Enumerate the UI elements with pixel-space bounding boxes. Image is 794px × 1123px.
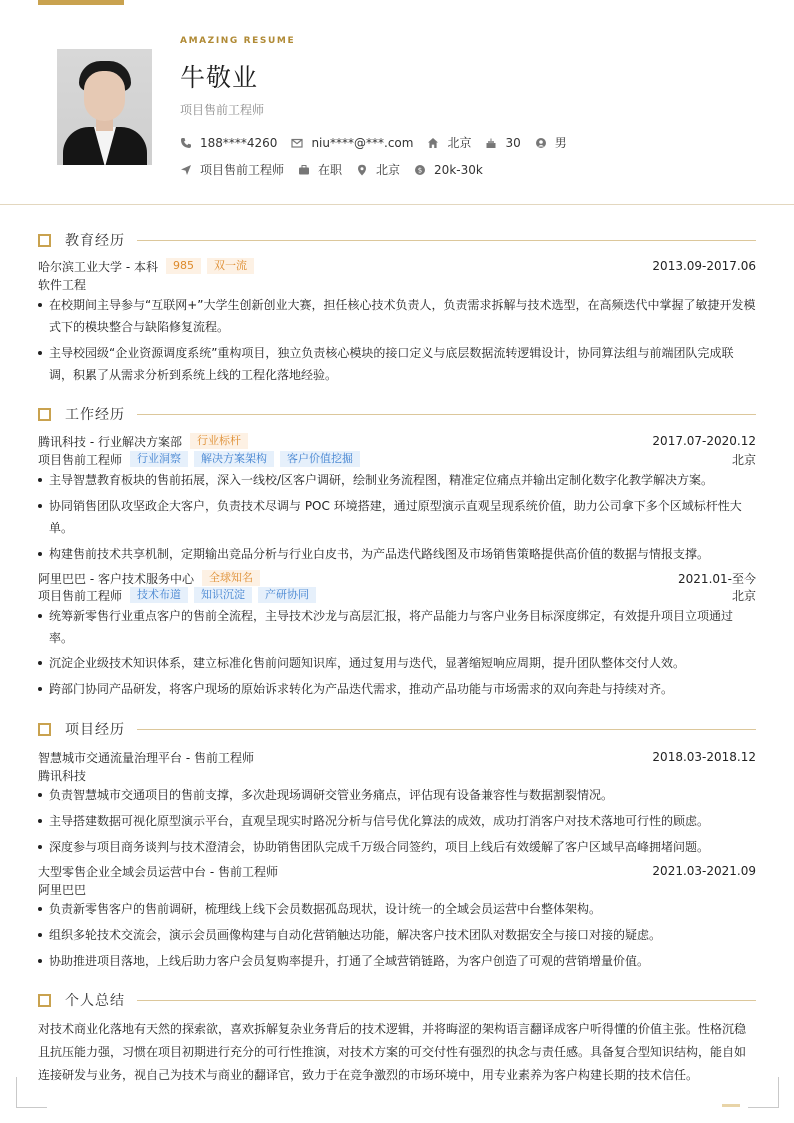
project-title: 大型零售企业全域会员运营中台 - 售前工程师 xyxy=(38,864,278,879)
section-divider xyxy=(137,240,756,241)
project-org-row xyxy=(38,766,756,784)
status-item xyxy=(298,161,342,178)
mail-icon xyxy=(291,137,303,149)
education-entry-header xyxy=(38,257,756,275)
skill-tag: 产研协同 xyxy=(258,587,316,603)
location-pin-icon xyxy=(356,164,368,176)
school-name: 哈尔滨工业大学 - 本科 xyxy=(38,259,158,274)
project-org: 阿里巴巴 xyxy=(38,882,87,897)
location-item xyxy=(427,134,471,151)
salary-item xyxy=(414,163,483,177)
school-badge: 985 xyxy=(166,258,201,274)
top-accent-bar xyxy=(38,0,124,5)
section-work-heading xyxy=(38,405,756,423)
work-bullet: 主导智慧教育板块的售前拓展，深入一线校/区客户调研，绘制业务流程图，精准定位痛点并输出定制化数字化教学解决方案。 xyxy=(38,469,756,491)
money-icon xyxy=(414,164,426,176)
section-marker-icon xyxy=(38,408,51,421)
send-icon xyxy=(180,164,192,176)
project-dates: 2021.03-2021.09 xyxy=(652,864,756,878)
work-city: 北京 xyxy=(731,452,756,467)
briefcase-icon xyxy=(298,164,310,176)
section-divider xyxy=(137,1000,756,1001)
major-name: 软件工程 xyxy=(38,277,87,292)
section-title: 个人总结 xyxy=(65,993,125,1009)
work-entry-header xyxy=(38,432,756,450)
section-title: 工作经历 xyxy=(65,407,125,423)
svg-text:$: $ xyxy=(417,166,423,175)
email-text: niu****@***.com xyxy=(311,135,414,150)
skill-tag: 客户价值挖掘 xyxy=(280,451,360,467)
work-bullet: 统筹新零售行业重点客户的售前全流程，主导技术沙龙与高层汇报，将产品能力与客户业务目标深度绑定，有效提升项目立项通过率。 xyxy=(38,605,756,649)
project-bullet: 深度参与项目商务谈判与技术澄清会，协助销售团队完成千万级合同签约，项目上线后有效缓解了客户区域早高峰拥堵问题。 xyxy=(38,836,756,858)
candidate-name: 牛敬业 xyxy=(180,63,259,92)
section-title: 项目经历 xyxy=(65,722,125,738)
education-bullet: 主导校园级“企业资源调度系统”重构项目，独立负责核心模块的接口定义与底层数据流转逻辑设计，协同算法组与前端团队完成联调，积累了从需求分析到系统上线的工程化落地经验。 xyxy=(38,342,756,386)
work-bullet: 跨部门协同产品研发，将客户现场的原始诉求转化为产品迭代需求，推动产品功能与市场需求的双向奔赴与持续对齐。 xyxy=(38,678,756,700)
company-badge: 行业标杆 xyxy=(190,433,248,449)
work-dates: 2021.01-至今 xyxy=(678,571,756,586)
corner-decoration xyxy=(16,1077,47,1108)
project-bullet: 主导搭建数据可视化原型演示平台，直观呈现实时路况分析与信号优化算法的成效，成功打消客户对技术落地可行性的顾虑。 xyxy=(38,810,756,832)
target-city-text: 北京 xyxy=(376,163,401,177)
project-bullet: 组织多轮技术交流会，演示会员画像构建与自动化营销触达功能，解决客户技术团队对数据安全与接口对接的疑虑。 xyxy=(38,924,756,946)
corner-decoration xyxy=(748,1077,779,1108)
work-city: 北京 xyxy=(731,588,756,603)
summary-text: 对技术商业化落地有天然的探索欲，喜欢拆解复杂业务背后的技术逻辑，并将晦涩的架构语言翻译成客户听得懂的价值主张。性格沉稳且抗压能力强，习惯在项目初期进行充分的可行性推演，对技术方案的可交付性有强烈的执念与责任感。具备复合型知识结构，能自如连接研发与业务，视自己为技术与商业的翻译官，致力于在竞争激烈的市场环境中，用专业素养为客户构建长期的技术信任。 xyxy=(38,1022,747,1082)
skill-tag: 知识沉淀 xyxy=(194,587,252,603)
education-bullet: 在校期间主导参与“互联网+”大学生创新创业大赛，担任核心技术负责人，负责需求拆解与技术选型，在高频迭代中掌握了敏捷开发模式下的模块整合与缺陷修复流程。 xyxy=(38,294,756,338)
work-bullet: 沉淀企业级技术知识体系，建立标准化售前问题知识库，通过复用与迭代，显著缩短响应周期，提升团队整体交付人效。 xyxy=(38,652,756,674)
section-education-heading xyxy=(38,231,756,249)
work-dates: 2017.07-2020.12 xyxy=(652,434,756,448)
email-item xyxy=(291,136,413,150)
project-org: 腾讯科技 xyxy=(38,768,87,783)
candidate-headline: 项目售前工程师 xyxy=(180,103,265,117)
target-role-item xyxy=(180,161,284,178)
gender-text: 男 xyxy=(554,136,567,150)
company-name: 阿里巴巴 - 客户技术服务中心 xyxy=(38,571,194,586)
contact-row xyxy=(180,134,581,151)
work-role-row xyxy=(38,586,756,604)
education-major-row xyxy=(38,275,756,293)
target-city-item xyxy=(356,161,400,178)
project-bullet: 负责新零售客户的售前调研，梳理线上线下会员数据孤岛现状，设计统一的全域会员运营中台整体架构。 xyxy=(38,898,756,920)
section-marker-icon xyxy=(38,723,51,736)
resume-tagline: AMAZING RESUME xyxy=(180,36,296,46)
section-marker-icon xyxy=(38,994,51,1007)
section-divider xyxy=(137,729,756,730)
page-mark xyxy=(722,1104,740,1107)
section-title: 教育经历 xyxy=(65,233,125,249)
work-bullet: 构建售前技术共享机制，定期输出竞品分析与行业白皮书，为产品迭代路线图及市场销售策略提供高价值的数据与情报支撑。 xyxy=(38,543,756,565)
section-marker-icon xyxy=(38,234,51,247)
age-item xyxy=(485,136,520,150)
phone-text: 188****4260 xyxy=(200,135,278,150)
status-text: 在职 xyxy=(318,163,343,177)
project-entry-header xyxy=(38,862,756,880)
home-icon xyxy=(427,137,439,149)
location-text: 北京 xyxy=(447,136,472,150)
project-bullet: 负责智慧城市交通项目的售前支撑，多次赴现场调研交管业务痛点，评估现有设备兼容性与数据割裂情况。 xyxy=(38,784,756,806)
phone-item xyxy=(180,136,277,150)
project-dates: 2018.03-2018.12 xyxy=(652,750,756,764)
company-badge: 全球知名 xyxy=(202,570,260,586)
work-bullet: 协同销售团队攻坚政企大客户，负责技术尽调与 POC 环境搭建，通过原型演示直观呈现系统价值，助力公司拿下多个区域标杆性大单。 xyxy=(38,495,756,539)
phone-icon xyxy=(180,137,192,149)
gender-item xyxy=(535,134,567,151)
company-name: 腾讯科技 - 行业解决方案部 xyxy=(38,434,182,449)
school-badge: 双一流 xyxy=(207,258,254,274)
work-entry-header xyxy=(38,569,756,587)
education-dates: 2013.09-2017.06 xyxy=(652,259,756,273)
age-text: 30 xyxy=(505,135,521,150)
skill-tag: 技术布道 xyxy=(130,587,188,603)
job-role: 项目售前工程师 xyxy=(38,452,123,467)
gender-icon xyxy=(535,137,547,149)
project-org-row xyxy=(38,880,756,898)
salary-text: 20k-30k xyxy=(434,162,483,177)
project-title: 智慧城市交通流量治理平台 - 售前工程师 xyxy=(38,750,254,765)
skill-tag: 解决方案架构 xyxy=(194,451,274,467)
project-bullet: 协助推进项目落地，上线后助力客户会员复购率提升，打通了全域营销链路，为客户创造了可观的营销增量价值。 xyxy=(38,950,756,972)
profile-photo xyxy=(57,49,152,165)
cake-icon xyxy=(485,137,497,149)
section-summary-heading xyxy=(38,991,756,1009)
work-role-row xyxy=(38,450,756,468)
job-role: 项目售前工程师 xyxy=(38,588,123,603)
skill-tag: 行业洞察 xyxy=(130,451,188,467)
project-entry-header xyxy=(38,748,756,766)
header-divider xyxy=(0,204,794,205)
section-divider xyxy=(137,414,756,415)
section-projects-heading xyxy=(38,720,756,738)
job-intent-row xyxy=(180,161,497,178)
target-role-text: 项目售前工程师 xyxy=(200,163,285,177)
